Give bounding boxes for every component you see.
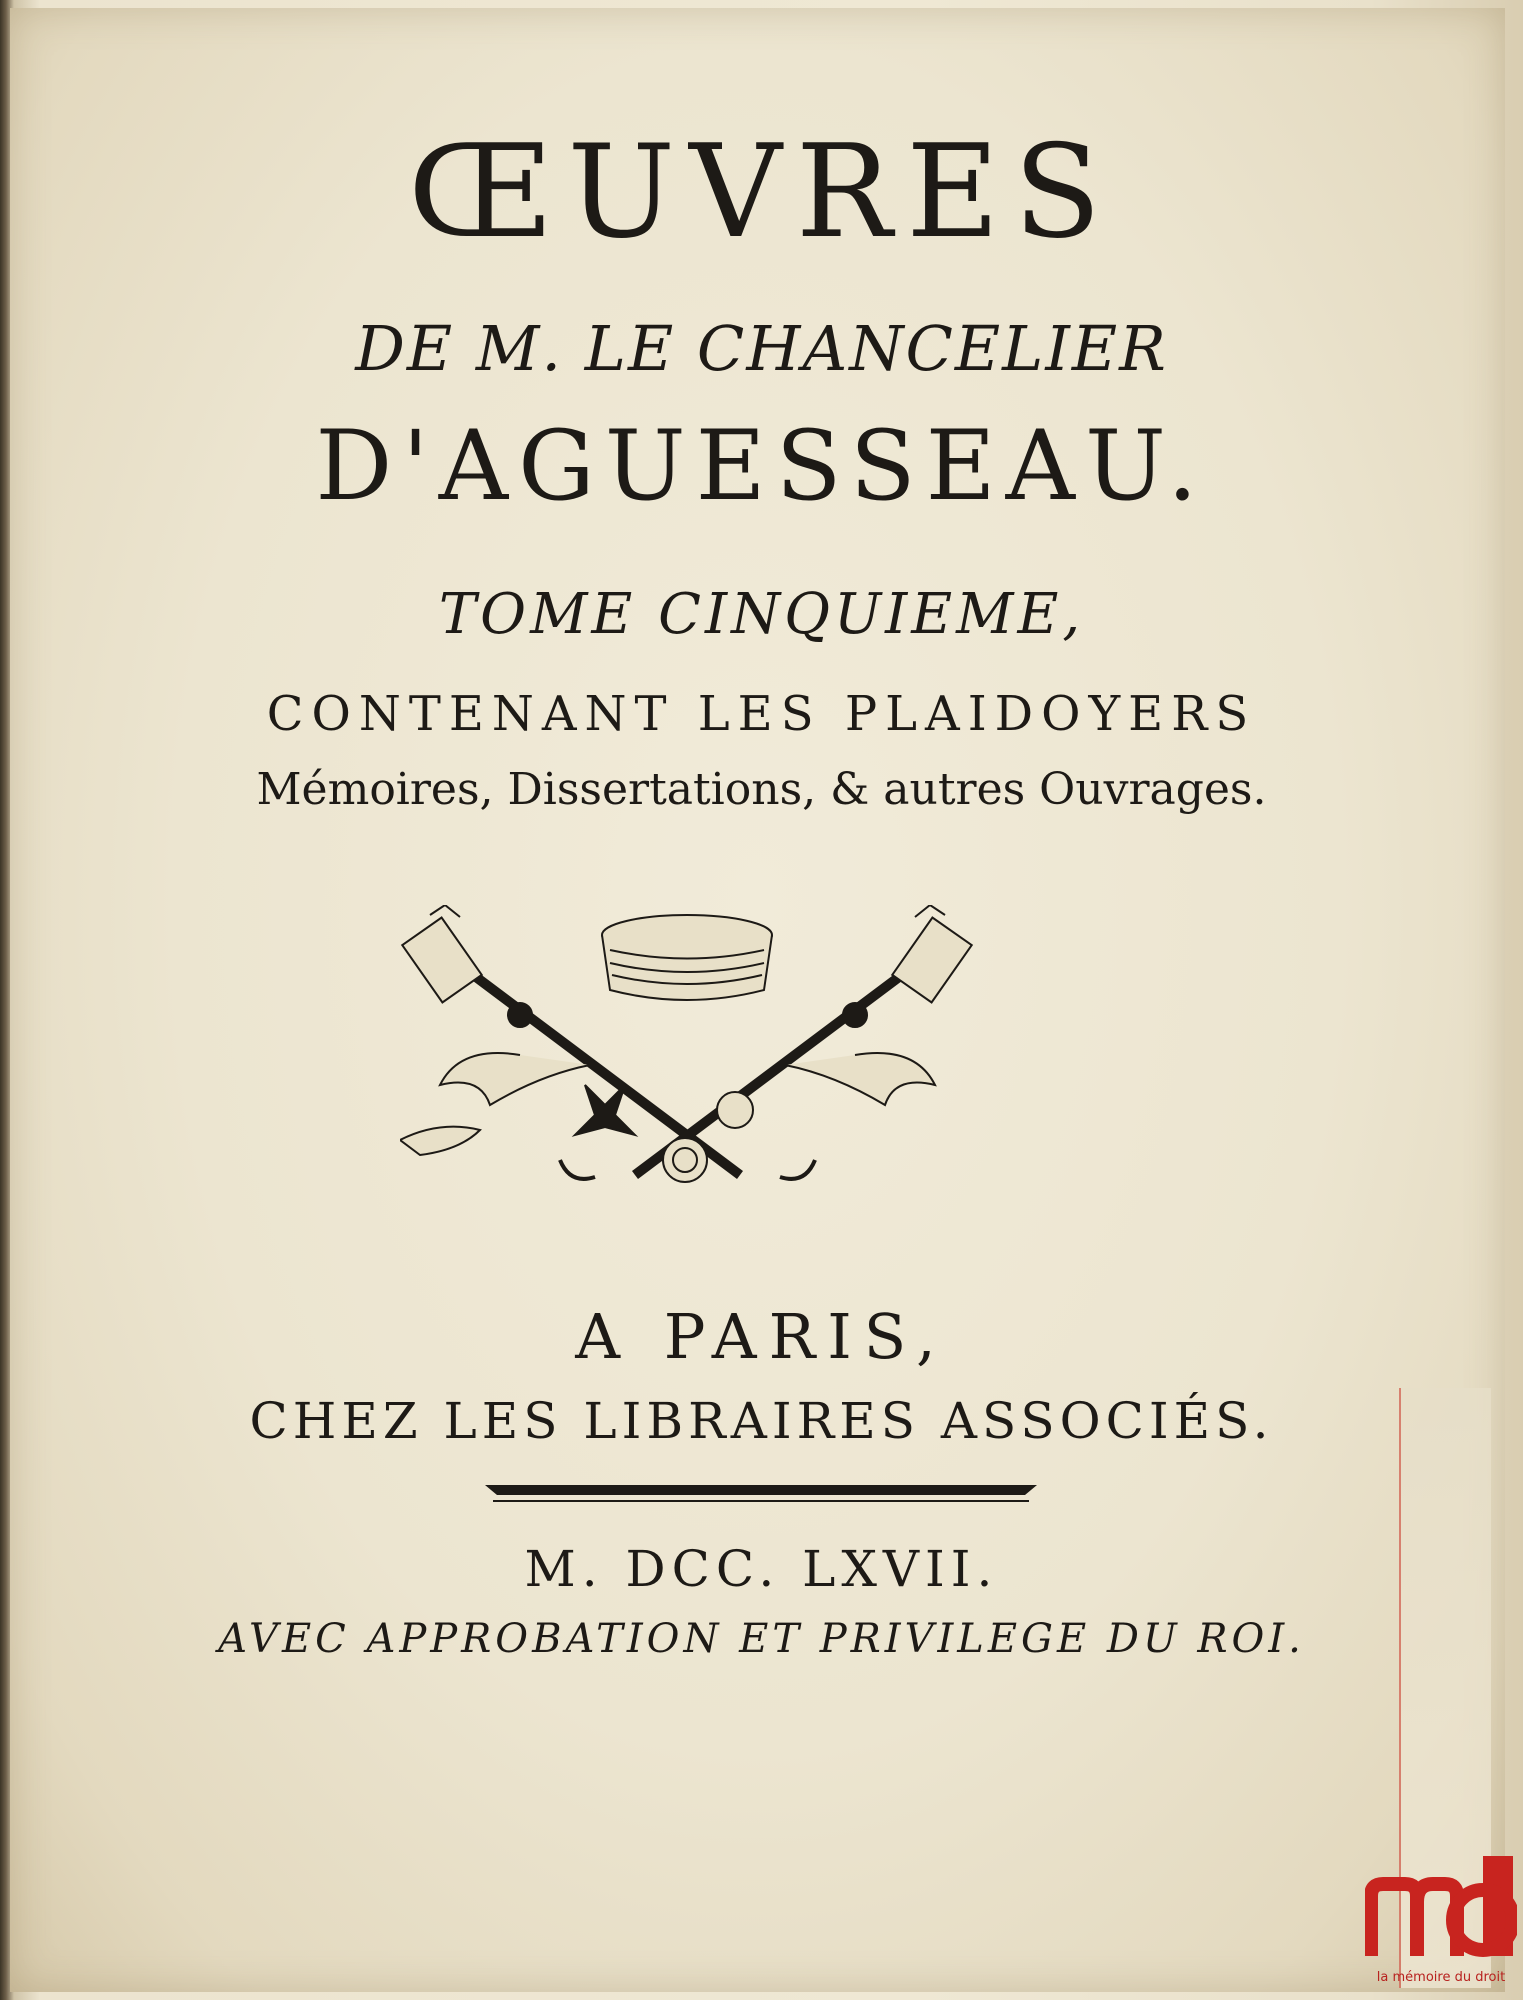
book-title: ŒUVRES [407, 118, 1116, 267]
decorative-rule [485, 1483, 1037, 1505]
md-watermark-logo [1365, 1856, 1517, 1996]
imprint-date: M. DCC. LXVII. [524, 1540, 999, 1598]
crossed-maces-mortier-ornament-icon [400, 905, 975, 1190]
md-logo-icon [1365, 1856, 1517, 1966]
contents-line-2: Mémoires, Dissertations, & autres Ouvrages. [256, 764, 1267, 815]
md-logo-text: la mémoire du droit [1376, 1970, 1506, 1985]
volume-line: TOME CINQUIEME, [438, 582, 1085, 647]
imprint-publisher: CHEZ LES LIBRAIRES ASSOCIÉS. [249, 1392, 1274, 1450]
privilege-line: AVEC APPROBATION ET PRIVILEGE DU ROI. [218, 1616, 1305, 1662]
contents-line-1: CONTENANT LES PLAIDOYERS [266, 686, 1257, 742]
author-line-2: D'AGUESSEAU. [315, 410, 1208, 522]
author-line-1: DE M. LE CHANCELIER [355, 312, 1168, 385]
imprint-city: A PARIS, [575, 1300, 948, 1373]
